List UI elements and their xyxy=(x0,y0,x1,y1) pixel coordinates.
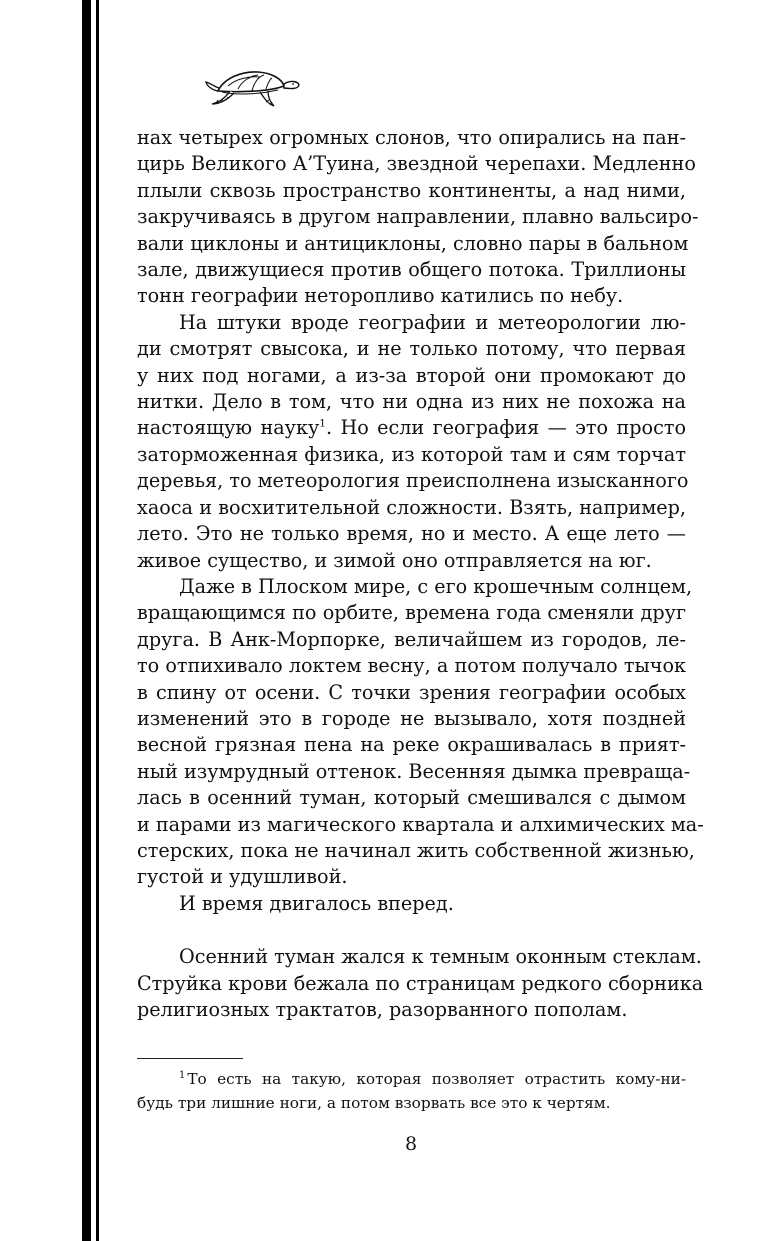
text-line: ный изумрудный оттенок. Весенняя дымка превраща- xyxy=(137,759,691,783)
text-line: хаоса и восхитительной сложности. Взять, например, xyxy=(137,495,686,519)
text-line: цирь Великого А’Туина, звездной черепахи. Медленно xyxy=(137,152,696,176)
paragraph xyxy=(137,574,704,891)
footnote-text: То есть на такую, которая позволяет отрастить кому-ни- xyxy=(187,1070,686,1088)
text-line-with-footnote xyxy=(137,415,686,441)
text-fragment: настоящую науку xyxy=(137,416,320,440)
page-edge-bar-thin xyxy=(96,0,99,1241)
footnote-marker: 1 xyxy=(179,1069,186,1081)
text-line: вали циклоны и антициклоны, словно пары в бальном xyxy=(137,231,689,255)
text-line: Струйка крови бежала по страницам редкого сборника xyxy=(137,971,704,995)
text-line: то отпихивало локтем весну, а потом получало тычок xyxy=(137,654,686,678)
paragraph xyxy=(137,125,699,310)
text-line: густой и удушливой. xyxy=(137,865,348,889)
page-edge-bar-thick xyxy=(82,0,91,1241)
text-line: религиозных трактатов, разорванного пополам. xyxy=(137,998,628,1021)
footnote xyxy=(137,1068,686,1115)
text-line: вращающимся по орбите, времена года сменяли друг xyxy=(137,601,686,625)
text-line: в спину от осени. С точки зрения географии особых xyxy=(137,680,686,704)
text-line: лето. Это не только время, но и место. А еще лето — xyxy=(137,522,686,546)
text-line: стерских, пока не начинал жить собственной жизнью, xyxy=(137,838,695,862)
text-line: плыли сквозь пространство континенты, а над ними, xyxy=(137,178,686,202)
text-line: изменений это в городе не вызывало, хотя поздней xyxy=(137,706,686,730)
paragraph xyxy=(137,310,689,574)
text-line: тонн географии неторопливо катились по небу. xyxy=(137,284,624,308)
footnote-line xyxy=(137,1068,686,1092)
text-line: На штуки вроде географии и метеорологии лю- xyxy=(179,310,686,334)
text-line: Даже в Плоском мире, с его крошечным солнцем, xyxy=(179,574,693,598)
text-line: нитки. Дело в том, что ни одна из них не похожа на xyxy=(137,390,686,414)
text-line: деревья, то метеорология преисполнена изысканного xyxy=(137,469,689,493)
text-line: закручиваясь в другом направлении, плавно вальсиро- xyxy=(137,205,699,229)
text-line: Осенний туман жался к темным оконным стеклам. xyxy=(179,945,702,969)
paragraph xyxy=(137,944,704,1023)
text-line: нах четырех огромных слонов, что опирались на пан- xyxy=(137,126,686,149)
footnote-reference[interactable]: 1 xyxy=(319,418,326,431)
text-fragment: . Но если география — это просто xyxy=(325,416,686,440)
page-number: 8 xyxy=(404,1133,418,1155)
text-line: друга. В Анк-Морпорке, величайшем из городов, ле- xyxy=(137,627,686,651)
text-line: ди смотрят свысока, и не только потому, что первая xyxy=(137,337,686,361)
paragraph xyxy=(137,891,686,917)
text-line: зале, движущиеся против общего потока. Триллионы xyxy=(137,258,686,282)
text-line: у них под ногами, а из-за второй они промокают до xyxy=(137,363,686,387)
text-line: лась в осенний туман, который смешивался с дымом xyxy=(137,786,686,810)
text-line: заторможенная физика, из которой там и сям торчат xyxy=(137,442,686,466)
body-text xyxy=(137,125,704,1023)
turtle-icon xyxy=(204,64,300,110)
section-break xyxy=(137,917,686,944)
text-line: весной грязная пена на реке окрашивалась в прият- xyxy=(137,733,686,757)
text-line: и парами из магического квартала и алхимических ма- xyxy=(137,812,704,836)
footnote-divider xyxy=(137,1058,243,1059)
footnote-line: будь три лишние ноги, а потом взорвать все это к чертям. xyxy=(137,1093,611,1112)
text-line: живое существо, и зимой оно отправляется на юг. xyxy=(137,548,652,572)
text-line: И время двигалось вперед. xyxy=(179,891,454,915)
